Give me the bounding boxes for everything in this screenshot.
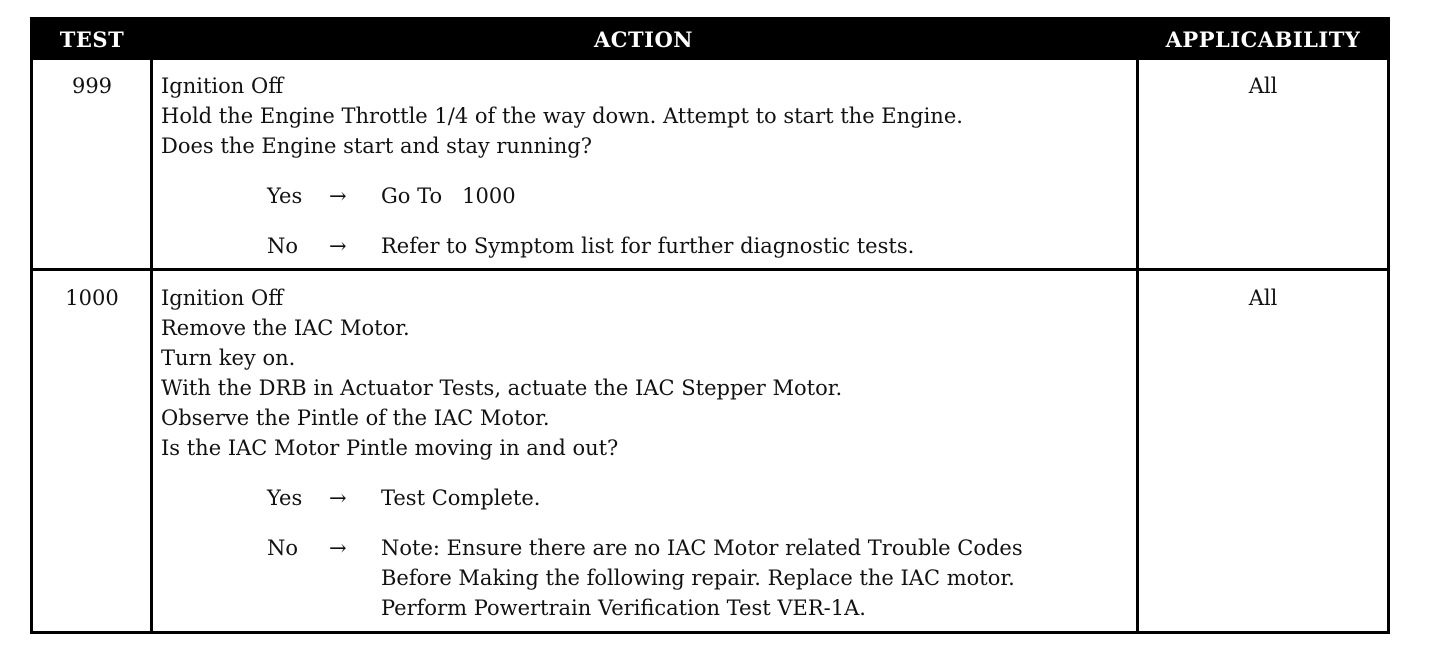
action-line: Turn key on.: [161, 346, 296, 370]
action-line: Remove the IAC Motor.: [161, 316, 410, 340]
right-arrow-icon: →: [329, 536, 347, 560]
right-arrow-icon: →: [329, 486, 347, 510]
option-result-line: Note: Ensure there are no IAC Motor related Trouble Codes: [381, 536, 1023, 560]
option-label-no: No: [267, 536, 299, 560]
test-number: 999: [71, 74, 113, 98]
action-line: Is the IAC Motor Pintle moving in and out?: [161, 436, 619, 460]
option-result-line: Perform Powertrain Verification Test VER-1A.: [381, 596, 866, 620]
action-line: Hold the Engine Throttle 1/4 of the way down. Attempt to start the Engine.: [161, 104, 963, 128]
action-line: Does the Engine start and stay running?: [161, 134, 592, 158]
test-number: 1000: [65, 286, 119, 310]
action-line: Ignition Off: [161, 286, 284, 310]
option-result: Go To 1000: [381, 184, 516, 208]
applicability-value: All: [1248, 286, 1278, 310]
option-result: Test Complete.: [381, 486, 541, 510]
diagnostic-table: [30, 17, 1390, 634]
right-arrow-icon: →: [329, 184, 347, 208]
applicability-value: All: [1248, 74, 1278, 98]
action-line: With the DRB in Actuator Tests, actuate the IAC Stepper Motor.: [161, 376, 843, 400]
action-line: Observe the Pintle of the IAC Motor.: [161, 406, 550, 430]
header-action: ACTION: [594, 27, 693, 52]
action-line: Ignition Off: [161, 74, 284, 98]
column-divider-test: [150, 60, 153, 631]
option-label-no: No: [267, 234, 299, 258]
option-result-line: Before Making the following repair. Replace the IAC motor.: [381, 566, 1015, 590]
option-label-yes: Yes: [267, 184, 303, 208]
header-test: TEST: [59, 27, 125, 52]
option-result: [381, 533, 1131, 623]
table-header: [33, 20, 1387, 60]
row-divider: [33, 268, 1387, 271]
option-result: Refer to Symptom list for further diagnostic tests.: [381, 234, 915, 258]
header-applicability: APPLICABILITY: [1165, 27, 1361, 52]
right-arrow-icon: →: [329, 234, 347, 258]
option-label-yes: Yes: [267, 486, 303, 510]
column-divider-action: [1136, 60, 1139, 631]
